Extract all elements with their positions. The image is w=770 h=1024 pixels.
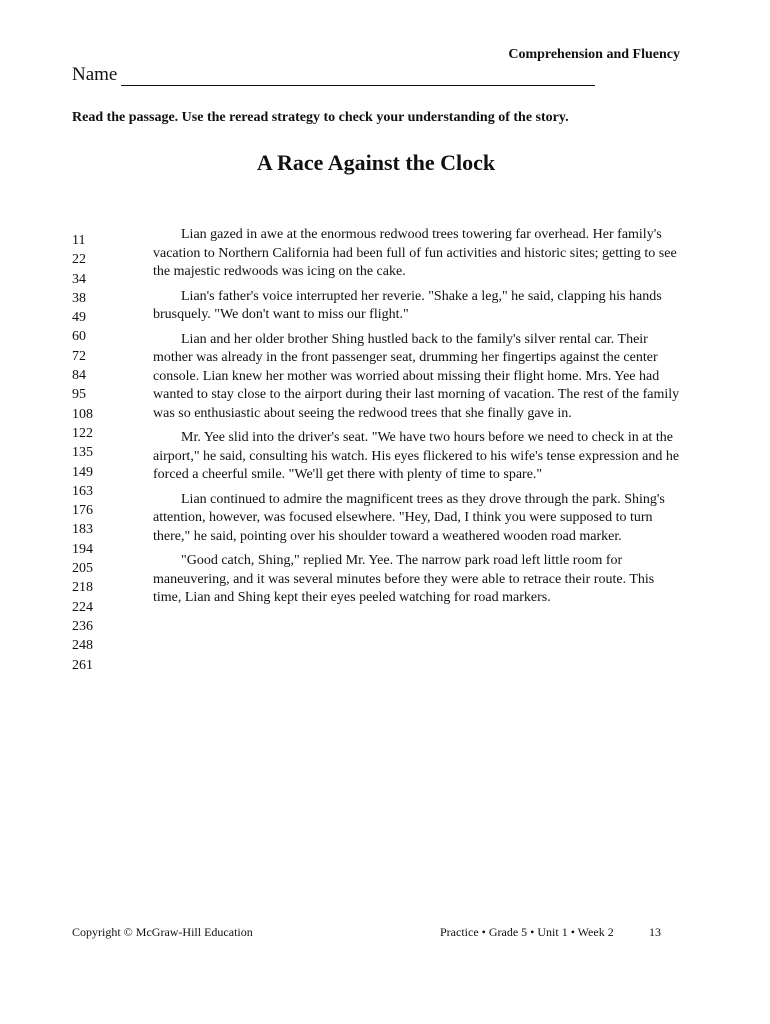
name-blank-line[interactable]: [121, 67, 595, 86]
word-count: 11: [72, 233, 86, 248]
copyright: Copyright © McGraw-Hill Education: [72, 925, 253, 939]
page-number: 13: [649, 925, 661, 939]
word-count: 95: [72, 387, 86, 403]
word-count: 34: [72, 271, 86, 287]
story-passage: [153, 226, 683, 614]
paragraph: Lian continued to admire the magnificent trees as they drove through the park. Shing's attention, however, was focused elsewhere. "Hey, Dad, I think you were supposed to turn there," he said, pointing over his shoulder toward a weathered wooden road marker.: [153, 491, 665, 544]
word-count: 194: [72, 541, 93, 557]
word-count: 72: [72, 348, 86, 364]
word-count: 236: [72, 618, 93, 634]
word-count-column: [72, 231, 112, 675]
word-count: 49: [72, 310, 86, 326]
word-count: 135: [72, 445, 93, 461]
word-count: 84: [72, 368, 86, 384]
section-label: Comprehension and Fluency: [508, 47, 680, 62]
word-count: 205: [72, 561, 93, 577]
instructions: Read the passage. Use the reread strategy to check your understanding of the story.: [72, 110, 569, 125]
paragraph: Lian and her older brother Shing hustled back to the family's silver rental car. Their mother was already in the front passenger seat, drumming her fingertips against the center console. Lian knew her mother was worried about missing their flight home. Mrs. Yee had wanted to stay close to the airport during their last morning of vacation. The rest of the family was so enthusiastic about seeing the redwood trees that she finally gave in.: [153, 331, 680, 421]
word-count: 163: [72, 483, 93, 499]
word-count: 22: [72, 252, 86, 268]
word-count: 149: [72, 464, 93, 480]
paragraph: Lian gazed in awe at the enormous redwood trees towering far overhead. Her family's vacation to Northern California had been full of fun activities and historic sites; getting to see the majestic redwoods was icing on the cake.: [153, 227, 677, 279]
word-count: 60: [72, 329, 86, 345]
word-count: 176: [72, 503, 93, 519]
name-label: Name: [72, 64, 118, 85]
paragraph: "Good catch, Shing," replied Mr. Yee. The narrow park road left little room for maneuvering, and it was several minutes before they were able to retrace their route. This time, Lian and Shing kept their eyes peeled watching for road markers.: [153, 553, 655, 605]
word-count: 108: [72, 406, 93, 422]
word-count: 183: [72, 522, 93, 538]
paragraph: Lian's father's voice interrupted her reverie. "Shake a leg," he said, clapping his hands brusquely. "We don't want to miss our flight.": [153, 288, 662, 322]
word-count: 224: [72, 599, 93, 615]
name-field[interactable]: [72, 64, 595, 86]
word-count: 248: [72, 638, 93, 654]
word-count: 38: [72, 290, 86, 306]
paragraph: Mr. Yee slid into the driver's seat. "We have two hours before we need to check in at the airport," he said, consulting his watch. His eyes flickered to his wife's tense expression and he forced a cheerful smile. "We'll get there with plenty of time to spare.": [153, 430, 680, 482]
practice-info: Practice • Grade 5 • Unit 1 • Week 2: [440, 925, 614, 939]
story-title: A Race Against the Clock: [256, 150, 496, 175]
word-count: 261: [72, 657, 93, 673]
word-count: 122: [72, 425, 93, 441]
word-count: 218: [72, 580, 93, 596]
